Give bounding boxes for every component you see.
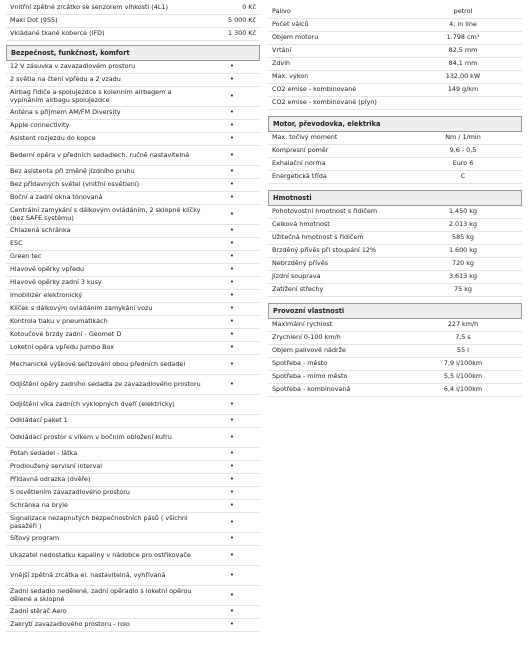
included-mark: • [229,432,235,441]
item-label: Odkládací paket 1 [10,416,68,425]
included-mark: • [229,193,235,202]
right-column [268,6,522,397]
list-item [6,146,260,166]
included-mark: • [229,304,235,313]
list-item [268,384,522,397]
item-label: Bez přídavných světel (vnitřní osvětlení) [10,180,140,189]
item-label: Vrtání [272,46,292,55]
list-item [6,316,260,329]
list-item [6,166,260,179]
list-item [6,238,260,251]
list-item [6,619,260,632]
list-item [6,448,260,461]
engine-spec-list [268,6,522,110]
list-item [6,329,260,342]
item-value: 5,5 l/100km [443,372,483,381]
item-label: 2 světla na čtení vpředu a 2 vzadu [10,75,121,84]
list-item [6,342,260,355]
performance-spec-list [268,319,522,397]
item-value: 75 kg [454,285,472,294]
item-label: Klíček s dálkovým ovládáním zamykání vozu [10,304,153,313]
item-label: Zadní stěrač Aero [10,607,67,616]
included-mark: • [229,501,235,510]
list-item [268,97,522,110]
item-value: 6,4 l/100km [443,385,483,394]
included-mark: • [229,449,235,458]
list-item [6,533,260,546]
list-item [6,513,260,533]
item-label: Hlavové opěrky zadní 3 kusy [10,278,102,287]
list-item [268,332,522,345]
included-mark: • [229,167,235,176]
item-label: Airbag řidiče a spolujezdce s kolenním airbagem a vypínáním airbagu spolujezdce [10,88,172,104]
item-label: S osvětlením zavazadlového prostoru [10,488,130,497]
list-item [6,133,260,146]
list-item [268,358,522,371]
included-mark: • [229,620,235,629]
left-column [6,2,260,632]
list-item [268,232,522,245]
list-item [6,74,260,87]
list-item [268,345,522,358]
item-label: Spotřeba - město [272,359,328,368]
list-item [6,179,260,192]
item-value: 4; in line [449,20,477,29]
list-item [268,258,522,271]
item-label: Hlavové opěrky vpředu [10,265,85,274]
item-value: 9,6 - 0,5 [449,146,477,155]
item-label: Zatížení střechy [272,285,324,294]
item-label: Brzděný přívěs při stoupání 12% [272,246,377,255]
list-item [6,546,260,566]
item-label: CO2 emise - kombinované [272,85,357,94]
item-label: Imobilizér elektronický [10,291,83,300]
item-label: Vnější zpětná zrcátka el. nastavitelná, vyhřívaná [10,570,166,579]
included-mark: • [229,252,235,261]
item-label: Maxi Dot (9S5) [10,16,58,25]
item-value: petrol [453,7,473,16]
included-mark: • [229,226,235,235]
item-label: Green tec [10,252,42,261]
list-item [268,45,522,58]
item-value: 55 l [457,346,469,355]
item-label: Odjištění víka zadních výklopných dveří (elektricky) [10,399,175,408]
item-label: Zrychlení 0-100 km/h [272,333,341,342]
item-label: Odjištění opěry zadního sedadla ze zavazadlového prostoru [10,379,201,388]
item-label: Signalizace nezapnutých bezpečnostních pásů ( všichni pasažéři ) [10,514,188,530]
item-value: Nm / 1/min [445,133,481,142]
item-label: Počet válců [272,20,309,29]
item-price: 0 Kč [242,3,256,12]
item-label: Jízdní souprava [272,272,321,281]
item-label: Kotoučové brzdy zadní - Geomet D [10,330,122,339]
item-value: 84,1 mm [448,59,478,68]
item-label: Vnitřní zpětné zrcátko se senzorem vlhkosti (4L1) [10,3,168,12]
list-item [268,145,522,158]
list-item [268,19,522,32]
list-item [6,264,260,277]
list-item [6,375,260,395]
list-item [268,206,522,219]
item-label: Síťový program [10,534,60,543]
list-item [268,6,522,19]
item-value: 1.798 cm³ [446,33,480,42]
item-label: ESC [10,239,23,248]
list-item [6,225,260,238]
item-label: Chlazená schránka [10,226,71,235]
item-label: Kontrola tlaku v pneumatikách [10,317,108,326]
list-item [6,606,260,619]
item-label: Prodloužený servisní interval [10,462,103,471]
item-label: Odkládací prostor s víkem v bočním obložení kufru [10,432,172,441]
list-item [268,84,522,97]
included-mark: • [229,534,235,543]
item-label: Loketní opěra vpředu Jumbo Box [10,343,115,352]
item-label: Zadní sedadlo nedělené, zadní opěradlo s loketní opěrou dělené a sklopné [10,587,192,603]
list-item [268,319,522,332]
item-label: Užitečná hmotnost s řidičem [272,233,364,242]
list-item [268,158,522,171]
item-label: Bez asistenta při změně jízdního pruhu [10,167,135,176]
list-item [6,566,260,586]
item-value: Euro 6 [452,159,474,168]
item-label: Max. výkon [272,72,309,81]
list-item [6,586,260,606]
item-label: Ukazatel nedostatku kapaliny v nádobce pro ostřikovače [10,550,191,559]
included-mark: • [229,239,235,248]
item-label: Centrální zamykání s dálkovým ovládáním, 2 sklopné klíčky (bez SAFE systému) [10,206,201,222]
list-item [6,461,260,474]
item-label: Objem palivové nádrže [272,346,346,355]
list-item [268,71,522,84]
item-label: Vkládané tkané koberce (IFD) [10,29,105,38]
item-value: 585 kg [452,233,474,242]
item-label: Pohotovostní hmotnost s řidičem [272,207,378,216]
included-mark: • [229,75,235,84]
item-label: Maximální rychlost [272,320,333,329]
list-item [6,192,260,205]
item-value: 1.600 kg [448,246,478,255]
list-item [6,395,260,415]
drivetrain-spec-list [268,132,522,184]
weights-spec-list [268,206,522,297]
item-value: 2.013 kg [448,220,478,229]
included-mark: • [229,488,235,497]
list-item [6,415,260,428]
included-mark: • [229,62,235,71]
item-value: 227 km/h [447,320,479,329]
item-value: 1.450 kg [448,207,478,216]
included-mark: • [229,180,235,189]
item-label: Celková hmotnost [272,220,330,229]
included-mark: • [229,416,235,425]
item-label: Potah sedadel - látka [10,449,78,458]
item-label: Zdvih [272,59,291,68]
list-item [6,205,260,225]
item-value: 82,5 mm [448,46,478,55]
list-item [268,171,522,184]
list-item [6,120,260,133]
list-item [268,32,522,45]
item-label: CO2 emise - kombinované (plyn) [272,98,377,107]
item-label: Max. točivý moment [272,133,338,142]
list-item [6,15,260,28]
item-value: 7,5 s [455,333,471,342]
section-heading-weights: Hmotnosti [268,190,522,206]
included-mark: • [229,379,235,388]
included-mark: • [229,91,235,100]
list-item [268,271,522,284]
item-label: Boční a zadní okna tónovaná [10,193,103,202]
item-label: Anténa s příjmem AM/FM Diversity [10,108,121,117]
list-item [268,58,522,71]
list-item [6,355,260,375]
included-mark: • [229,343,235,352]
item-value: 149 g/km [447,85,479,94]
included-mark: • [229,517,235,526]
item-label: Energetická třída [272,172,327,181]
list-item [268,219,522,232]
item-label: Asistent rozjezdu do kopce [10,134,96,143]
item-label: Spotřeba - mimo město [272,372,348,381]
item-value: 3.613 kg [448,272,478,281]
section-heading-safety: Bezpečnost, funkčnost, komfort [6,45,260,61]
list-item [268,245,522,258]
safety-equipment-list [6,61,260,632]
list-item [6,474,260,487]
included-mark: • [229,590,235,599]
list-item [6,290,260,303]
item-label: Zakrytí zavazadlového prostoru - rolo [10,620,130,629]
list-item [6,251,260,264]
optional-equipment-list [6,2,260,41]
included-mark: • [229,150,235,159]
item-label: Mechanické výškové seřizování obou předních sedadel [10,359,186,368]
list-item [268,132,522,145]
included-mark: • [229,550,235,559]
list-item [6,87,260,107]
included-mark: • [229,317,235,326]
included-mark: • [229,209,235,218]
item-price: 5 000 Kč [227,16,256,25]
included-mark: • [229,359,235,368]
list-item [6,2,260,15]
item-label: Objem motoru [272,33,319,42]
item-label: Bederní opěra v předních sedadlech, ručně nastavitelná [10,150,190,159]
list-item [6,428,260,448]
list-item [6,303,260,316]
section-heading-drivetrain: Motor, převodovka, elektrika [268,116,522,132]
item-value: 720 kg [452,259,474,268]
included-mark: • [229,134,235,143]
item-label: Palivo [272,7,291,16]
included-mark: • [229,475,235,484]
item-value: 7,9 l/100km [443,359,483,368]
list-item [6,487,260,500]
item-label: Přídavná odrazka (dvěře) [10,475,91,484]
list-item [6,500,260,513]
included-mark: • [229,399,235,408]
item-label: Schránka na brýle [10,501,68,510]
item-label: Nebrzděný přívěs [272,259,329,268]
list-item [268,371,522,384]
included-mark: • [229,291,235,300]
item-value: 132,00 kW [445,72,481,81]
included-mark: • [229,607,235,616]
included-mark: • [229,108,235,117]
item-value: C [460,172,466,181]
included-mark: • [229,462,235,471]
item-label: Exhalační norma [272,159,326,168]
item-label: Apple connectivity [10,121,70,130]
list-item [6,277,260,290]
item-price: 1 300 Kč [227,29,256,38]
item-label: Kompresní poměr [272,146,329,155]
item-label: Spotřeba - kombinovaná [272,385,351,394]
included-mark: • [229,330,235,339]
list-item [6,61,260,74]
included-mark: • [229,265,235,274]
list-item [6,28,260,41]
included-mark: • [229,121,235,130]
list-item [6,107,260,120]
item-label: 12 V zásuvka v zavazadlovém prostoru [10,62,136,71]
included-mark: • [229,278,235,287]
list-item [268,284,522,297]
section-heading-performance: Provozní vlastnosti [268,303,522,319]
included-mark: • [229,570,235,579]
